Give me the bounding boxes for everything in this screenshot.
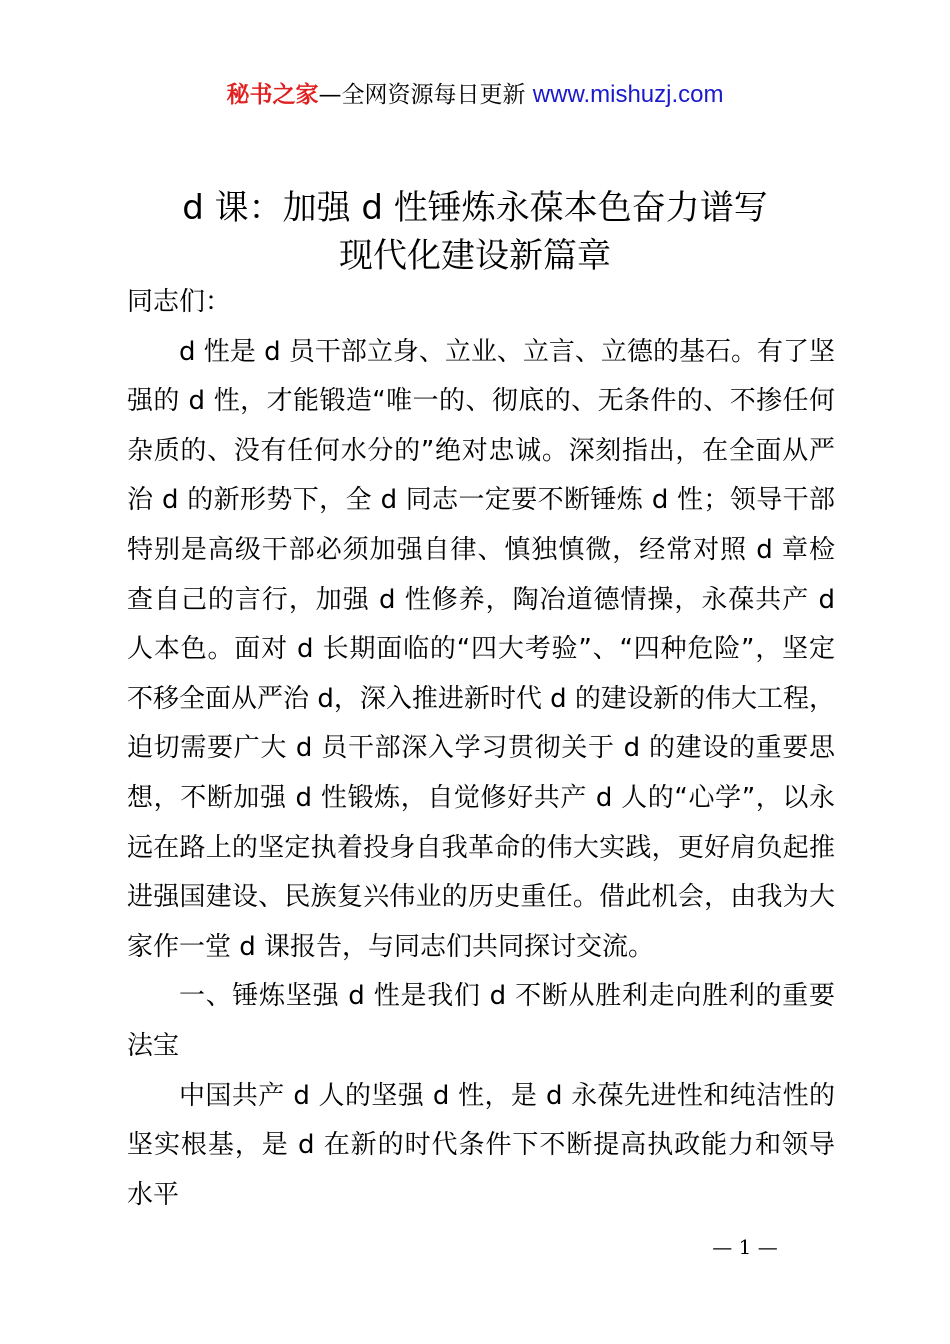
paragraph-intro: d 性是 d 员干部立身、立业、立言、立德的基石。有了坚强的 d 性，才能锻造“唯一的、彻底的、无条件的、不掺任何杂质的、没有任何水分的”绝对忠诚。深刻指出，在全面从严治 d 的新形势下，全 d 同志一定要不断锤炼 d 性；领导干部特别是高级干部必须加强自律、慎独慎微，经常对照 d 章检查自己的言行，加强 d 性修养，陶冶道德情操，永葆共产 d 人本色。面对 d 长期面临的“四大考验”、“四种危险”，坚定不移全面从严治 d，深入推进新时代 d 的建设新的伟大工程，迫切需要广大 d 员干部深入学习贯彻关于 d 的建设的重要思想，不断加强 d 性锻炼，自觉修好共产 d 人的“心学”，以永远在路上的坚定执着投身自我革命的伟大实践，更好肩负起推进强国建设、民族复兴伟业的历史重任。借此机会，由我为大家作一堂 d 课报告，与同志们共同探讨交流。	[127, 336, 835, 962]
site-header	[0, 78, 950, 112]
document-title	[0, 184, 950, 280]
site-url-link[interactable]: www.mishuzj.com	[532, 81, 724, 108]
title-line-1: d 课：加强 d 性锤炼永葆本色奋力谱写	[182, 188, 768, 228]
salutation: 同志们：	[127, 287, 232, 317]
document-body	[127, 278, 835, 1220]
title-line-2: 现代化建设新篇章	[339, 236, 611, 276]
brand-name: 秘书之家	[226, 82, 319, 108]
paragraph-section-1: 中国共产 d 人的坚强 d 性，是 d 永葆先进性和纯洁性的坚实根基，是 d 在新的时代条件下不断提高执政能力和领导水平	[127, 1080, 835, 1210]
header-tagline: —全网资源每日更新	[318, 82, 526, 108]
page-number: — 1 —	[712, 1235, 778, 1259]
section-heading-1: 一、锤炼坚强 d 性是我们 d 不断从胜利走向胜利的重要法宝	[127, 981, 835, 1061]
